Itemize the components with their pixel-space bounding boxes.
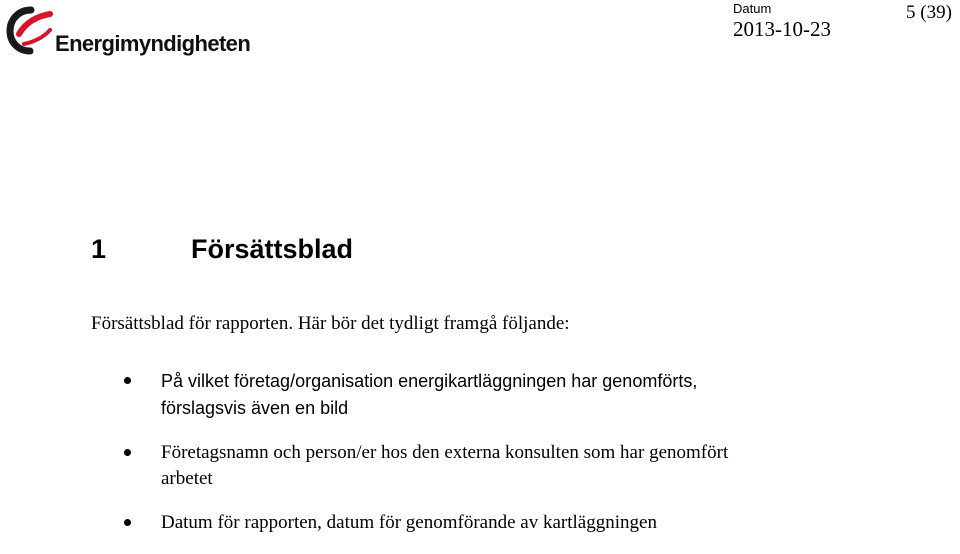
list-item-line: förslagsvis även en bild	[161, 398, 349, 418]
date-label: Datum	[733, 1, 772, 16]
section-heading	[91, 234, 353, 265]
list-item-line: På vilket företag/organisation energikartläggningen har genomförts,	[161, 371, 698, 391]
list-item	[124, 368, 924, 422]
bullet-icon	[124, 519, 131, 526]
bullet-icon	[124, 449, 131, 456]
page-number: 5 (39)	[906, 2, 952, 23]
energimyndigheten-logo-icon	[6, 4, 56, 56]
list-item-line: Datum för rapporten, datum för genomförande av kartläggningen	[161, 512, 657, 533]
logo	[6, 4, 251, 60]
date-value: 2013-10-23	[733, 17, 831, 41]
list-item-line: Företagsnamn och person/er hos den externa konsulten som har genomfört	[161, 442, 729, 463]
list-item	[124, 440, 924, 492]
logo-wordmark: Energimyndigheten	[55, 31, 251, 56]
section-number: 1	[91, 234, 107, 264]
list-item	[124, 510, 924, 536]
section-title: Försättsblad	[191, 234, 354, 264]
bullet-icon	[124, 377, 131, 384]
requirements-list	[124, 368, 924, 554]
list-item-line: arbetet	[161, 468, 213, 489]
intro-paragraph: Försättsblad för rapporten. Här bör det tydligt framgå följande:	[91, 313, 570, 334]
